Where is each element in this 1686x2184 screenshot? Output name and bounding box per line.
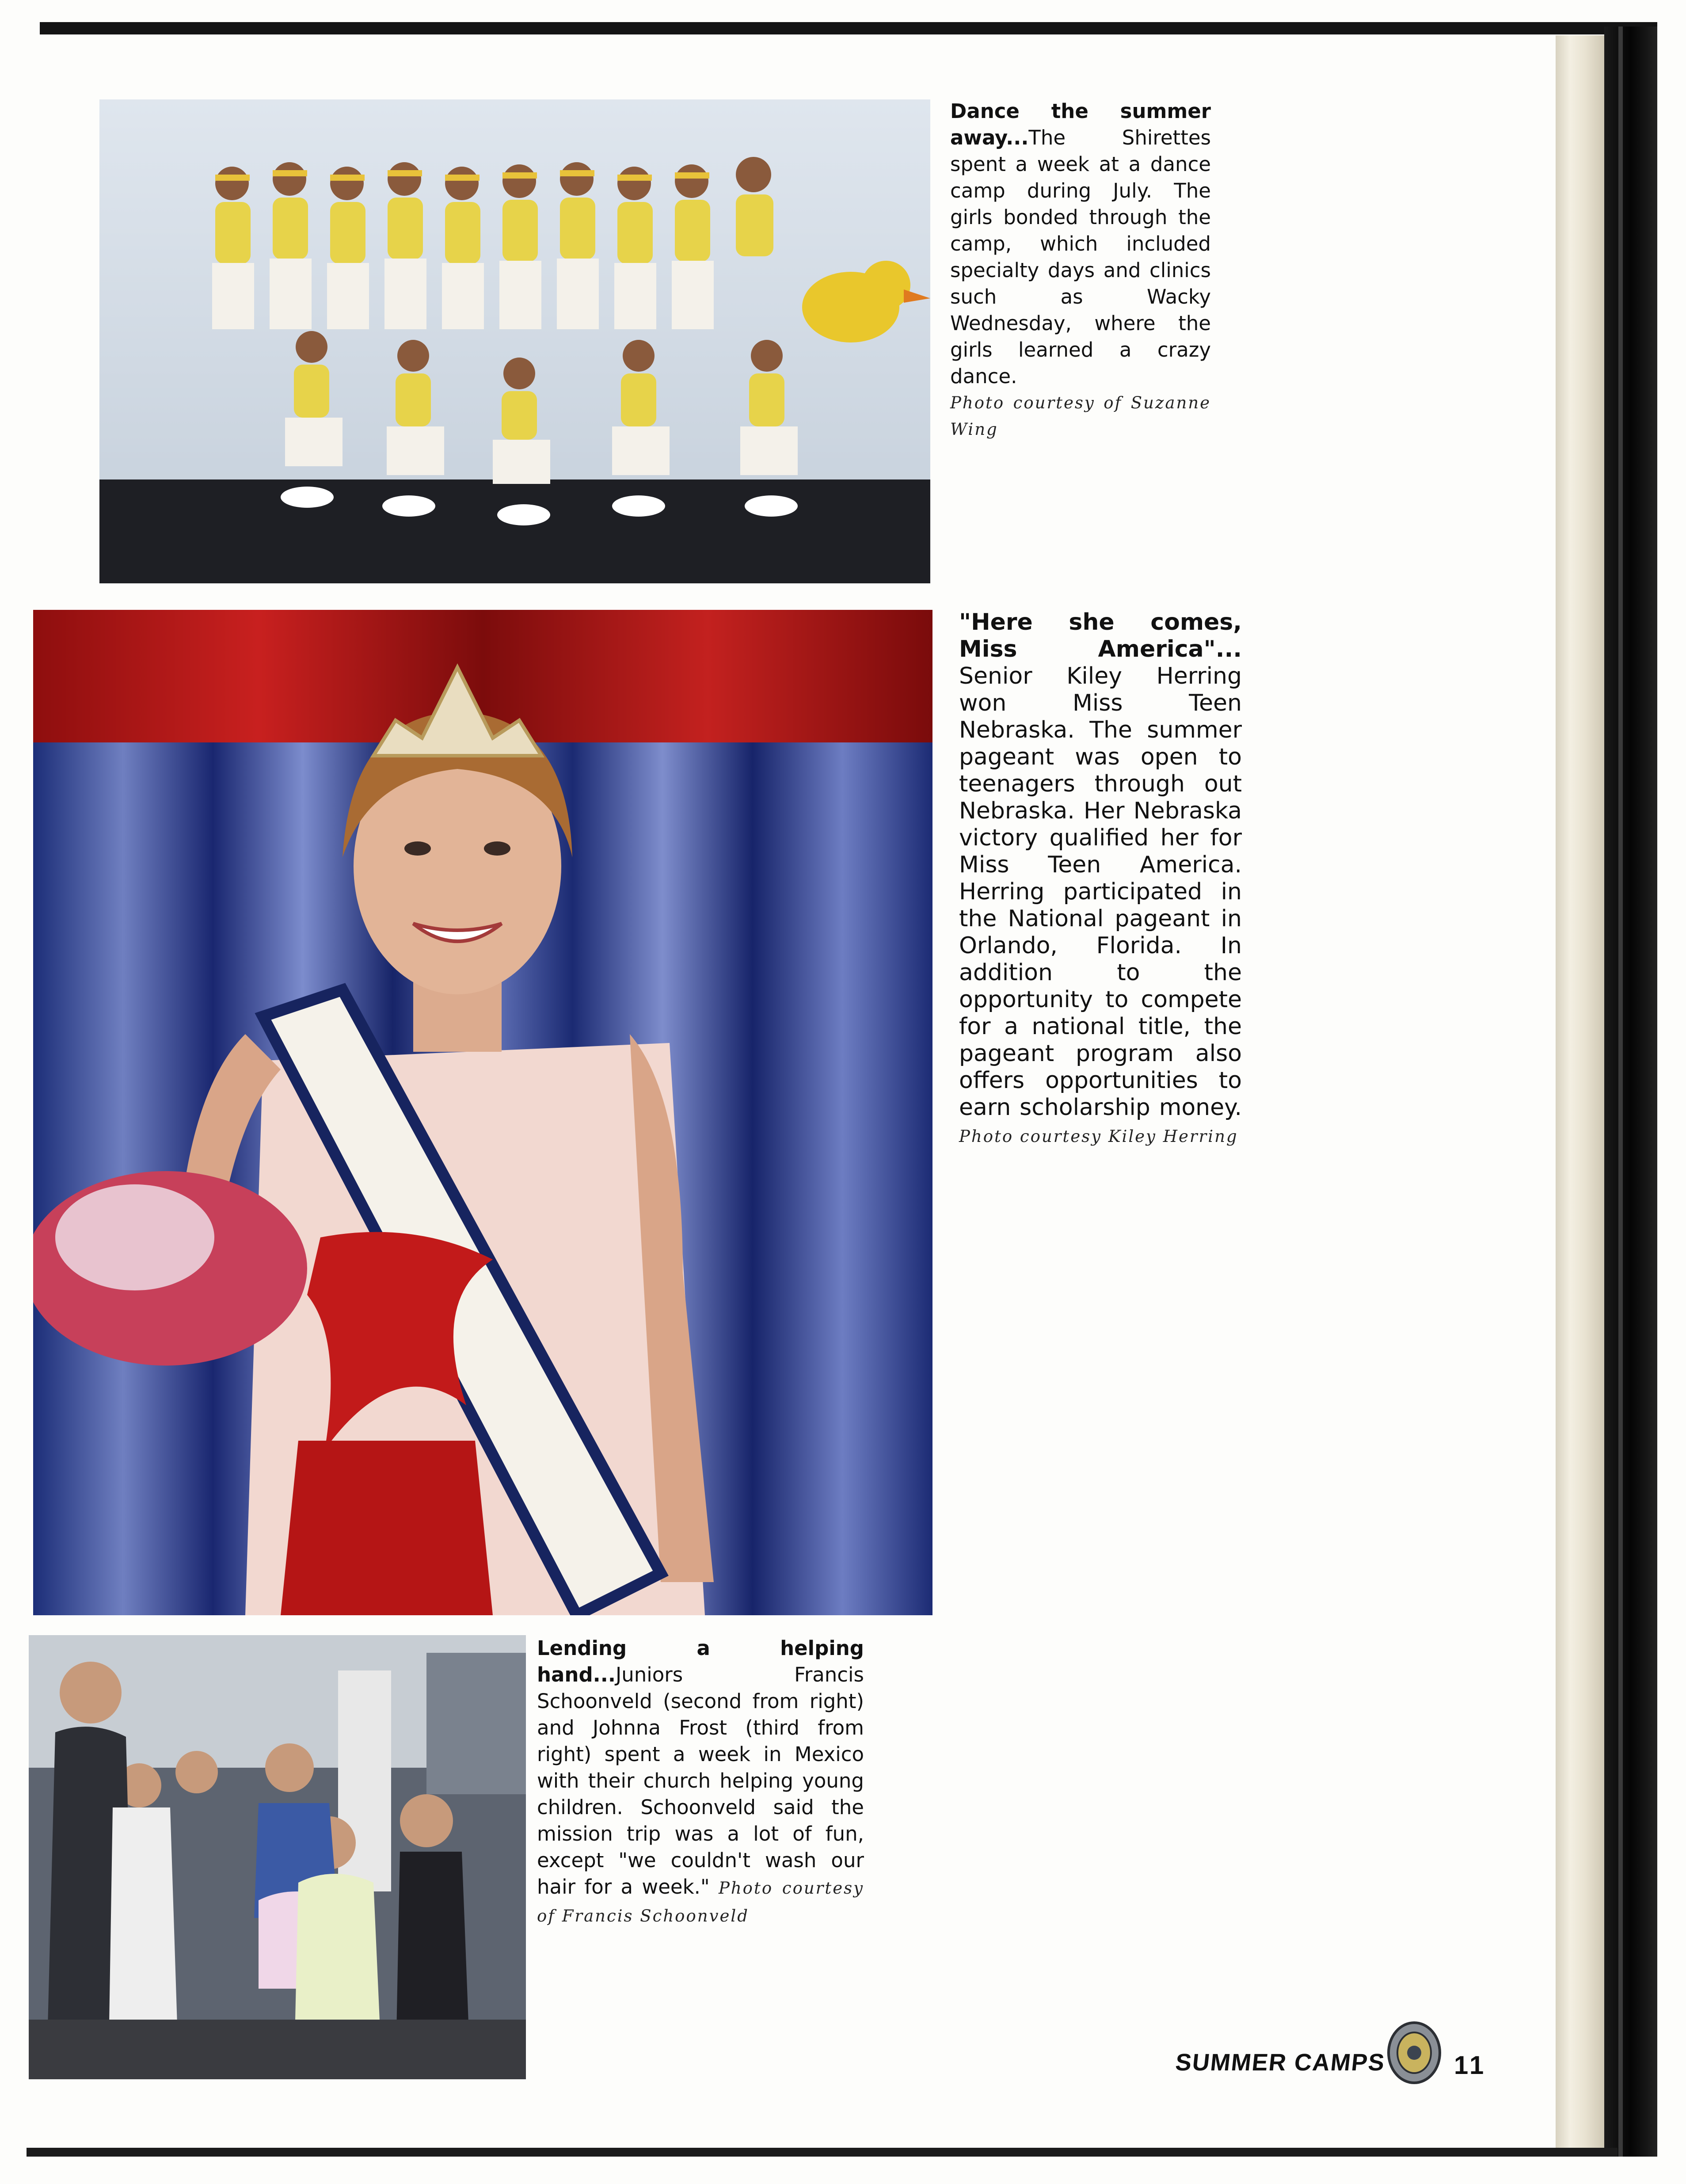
pageant-caption (959, 609, 1242, 1150)
mission-caption-body: Juniors Francis Schoonveld (second from right) and Johnna Frost (third from right) spent a week in Mexico with their church helping young children. Schoonveld said the mission trip was a lot of fun, except "we couldn't wash our hair for a week." (537, 1663, 864, 1899)
mission-caption-lead: Lending a helping hand... (537, 1636, 864, 1686)
section-label: SUMMER CAMPS (1174, 2049, 1387, 2076)
mission-trip-photo (29, 1635, 526, 2079)
book-binding (1604, 27, 1657, 2157)
pageant-photo-credit: Photo courtesy Kiley Herring (959, 1127, 1238, 1146)
dance-caption (950, 98, 1211, 443)
page-top-edge (40, 22, 1657, 34)
page-edge-stack (1556, 35, 1604, 2157)
mission-caption (537, 1635, 864, 1929)
binding-highlight (1618, 27, 1623, 2157)
dance-photo-credit: Photo courtesy of Suzanne Wing (950, 393, 1211, 439)
page-number: 11 (1454, 2051, 1487, 2080)
seal-icon (1385, 2020, 1443, 2086)
dance-caption-lead: Dance the summer away... (950, 99, 1211, 149)
dance-caption-body: The Shirettes spent a week at a dance camp during July. The girls bonded through the camp, which included specialty days and clinics such as Wacky Wednesday, where the girls learned a crazy dance. (950, 126, 1211, 388)
pageant-caption-body: Senior Kiley Herring won Miss Teen Nebraska. The summer pageant was open to teenagers through out Nebraska. Her Nebraska victory qualified her for Miss Teen America. Herring participated in the National pageant in Orlando, Florida. In addition to the opportunity to compete for a national title, the pageant program also offers opportunities to earn scholarship money. (959, 663, 1242, 1121)
pageant-photo (33, 610, 932, 1615)
pageant-caption-lead: "Here she comes, Miss America"... (959, 609, 1242, 662)
mission-photo-credit: Photo courtesy of Francis Schoonveld (537, 1879, 864, 1925)
page-bottom-edge (27, 2148, 1617, 2157)
dance-team-photo (99, 99, 930, 583)
